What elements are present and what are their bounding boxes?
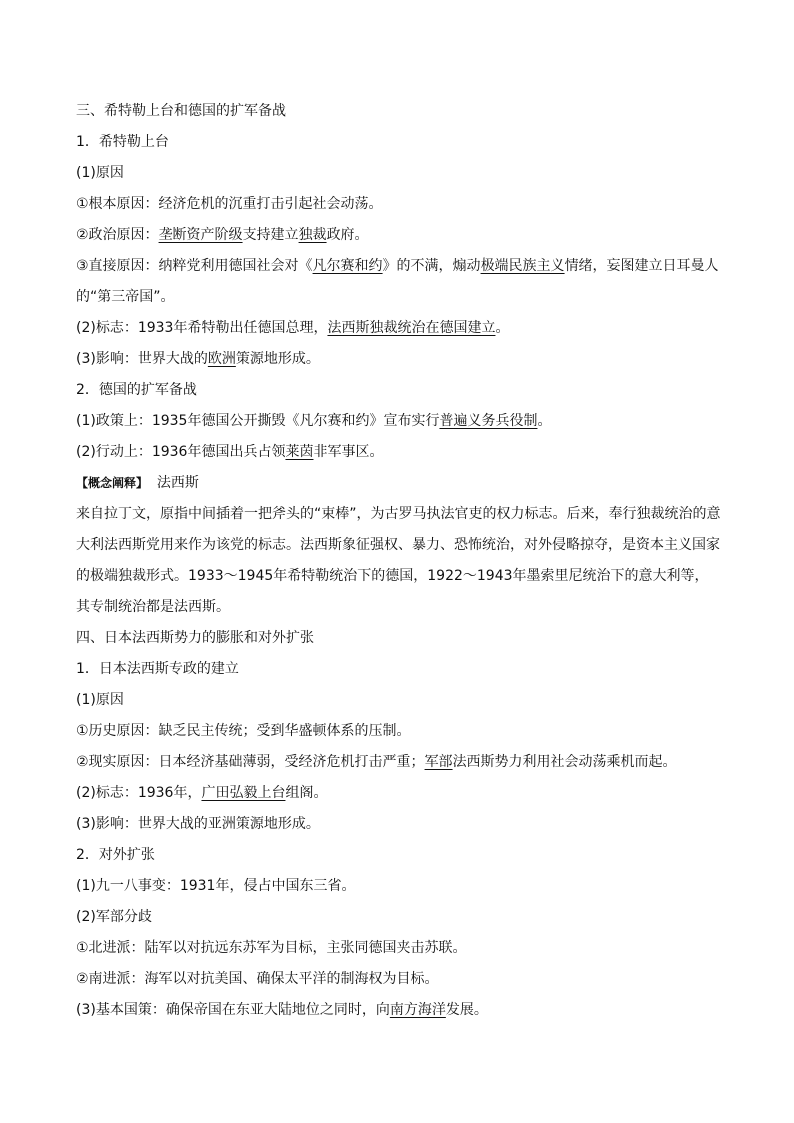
- text-span: (3)基本国策：确保帝国在东亚大陆地位之同时，向: [76, 1002, 390, 1018]
- text-span: (2)标志：1933年希特勒出任德国总理，: [76, 320, 328, 336]
- underlined-term: 法西斯独裁统治在德国建立: [327, 320, 496, 336]
- document-page: [76, 96, 722, 1026]
- concept-text: 来自拉丁文，原指中间插着一把斧头的“束棒”，为古罗马执法官吏的权力标志。后来，奉行独裁统治的意大利法西斯党用来作为该党的标志。法西斯象征强权、暴力、恐怖统治，对外侵略掠夺，是资本主义国家的极端独裁形式。1933～1945年希特勒统治下的德国，1922～1943年墨索里尼统治下的意大利等，其专制统治都是法西斯。: [76, 506, 721, 615]
- underlined-term: 军部: [424, 754, 453, 770]
- underlined-term: 极端民族主义: [480, 258, 565, 274]
- faction-item: ①北进派：陆军以对抗远东苏军为目标，主张同德国夹击苏联。: [76, 940, 467, 956]
- text-span: (1)政策上：1935年德国公开撕毁《凡尔赛和约》宣布实行: [76, 413, 440, 429]
- underlined-term: 凡尔赛和约: [312, 258, 383, 274]
- text-span: 情绪，妄图建立日耳曼人的“第三帝国”。: [76, 258, 719, 305]
- text-span: 》的不满，煽动: [382, 258, 481, 274]
- subsection-heading: 1．希特勒上台: [76, 134, 169, 150]
- text-span: 非军事区。: [313, 444, 384, 460]
- text-span: ②现实原因：日本经济基础薄弱，受经济危机打击严重；: [76, 754, 425, 770]
- cause-item: [76, 251, 722, 313]
- underlined-term: 南方海洋: [389, 1002, 446, 1018]
- expansion-item: (1)九一八事变：1931年，侵占中国东三省。: [76, 878, 356, 894]
- subsection-heading: 2．对外扩张: [76, 847, 155, 863]
- underlined-term: 普遍义务兵役制: [439, 413, 538, 429]
- concept-heading: [76, 468, 722, 499]
- cause-item: ①历史原因：缺乏民主传统；受到华盛顿体系的压制。: [76, 723, 411, 739]
- cause-item: [76, 220, 722, 251]
- faction-item: ②南进派：海军以对抗美国、确保太平洋的制海权为目标。: [76, 971, 439, 987]
- concept-tag: 【概念阐释】: [76, 476, 149, 490]
- underlined-term: 垄断资产阶级: [158, 227, 243, 243]
- text-span: 支持建立: [242, 227, 299, 243]
- text-span: (3)影响：世界大战的: [76, 351, 208, 367]
- subsection-heading: 1．日本法西斯专政的建立: [76, 661, 239, 677]
- cause-heading: (1)原因: [76, 165, 124, 181]
- text-span: ②政治原因：: [76, 227, 159, 243]
- text-span: 法西斯势力利用社会动荡乘机而起。: [452, 754, 677, 770]
- mark-item: [76, 778, 722, 809]
- concept-term: 法西斯: [156, 475, 199, 491]
- policy-item: [76, 406, 722, 437]
- section-3-title: 三、希特勒上台和德国的扩军备战: [76, 103, 286, 119]
- text-span: 策源地形成。: [235, 351, 320, 367]
- subsection-heading: 2．德国的扩军备战: [76, 382, 197, 398]
- section-4-title: 四、日本法西斯势力的膨胀和对外扩张: [76, 630, 314, 646]
- underlined-term: 广田弘毅上台: [201, 785, 286, 801]
- policy-item: [76, 995, 722, 1026]
- cause-item: ①根本原因：经济危机的沉重打击引起社会动荡。: [76, 196, 383, 212]
- text-span: 政府。: [326, 227, 369, 243]
- text-span: 。: [495, 320, 510, 336]
- underlined-term: 莱茵: [285, 444, 314, 460]
- mark-item: [76, 313, 722, 344]
- text-span: 组阁。: [285, 785, 328, 801]
- text-span: 。: [537, 413, 552, 429]
- cause-item: [76, 747, 722, 778]
- text-span: 发展。: [445, 1002, 488, 1018]
- impact-item: (3)影响：世界大战的亚洲策源地形成。: [76, 816, 320, 832]
- impact-item: [76, 344, 722, 375]
- expansion-item: (2)军部分歧: [76, 909, 152, 925]
- underlined-term: 欧洲: [207, 351, 236, 367]
- underlined-term: 独裁: [298, 227, 327, 243]
- text-span: (2)标志：1936年，: [76, 785, 202, 801]
- action-item: [76, 437, 722, 468]
- cause-heading: (1)原因: [76, 692, 124, 708]
- text-span: (2)行动上：1936年德国出兵占领: [76, 444, 286, 460]
- text-span: ③直接原因：纳粹党利用德国社会对《: [76, 258, 313, 274]
